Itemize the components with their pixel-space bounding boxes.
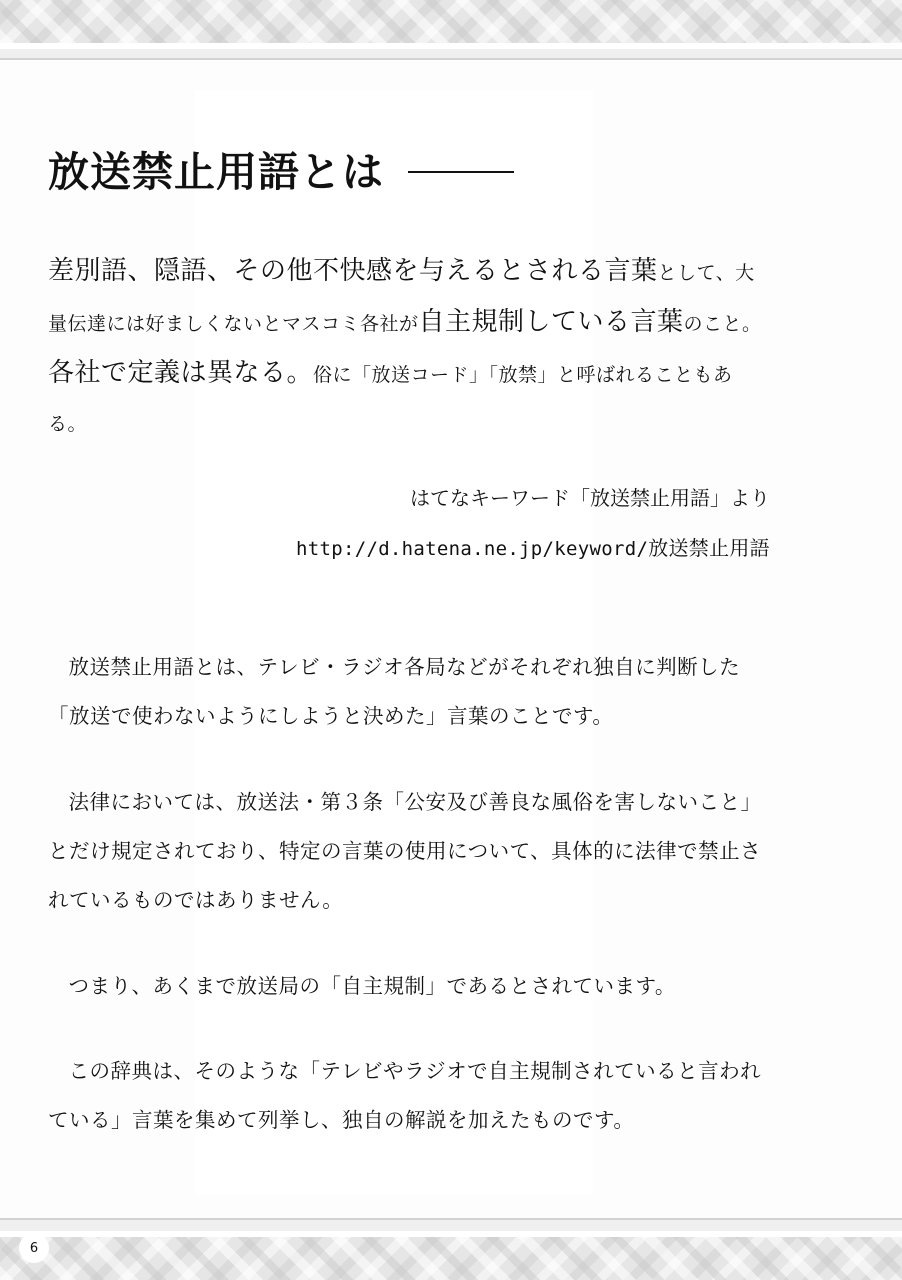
body-paragraph-text: 法律においては、放送法・第３条「公安及び善良な風俗を害しないこと」とだけ規定されており、特定の言葉の使用について、具体的に法律で禁止されているものではありません。 xyxy=(48,790,762,912)
body-paragraph-text: つまり、あくまで放送局の「自主規制」であるとされています。 xyxy=(68,974,676,998)
source-url xyxy=(48,532,770,561)
body-paragraph xyxy=(48,1047,770,1145)
page-title xyxy=(48,146,514,198)
definition-segment: 差別語、隠語、その他不快感を与えるとされる言葉 xyxy=(48,256,658,286)
body-paragraph xyxy=(48,643,770,741)
page-title-text: 放送禁止用語とは xyxy=(48,148,384,196)
title-dash-rule xyxy=(408,171,514,173)
source-citation: はてなキーワード「放送禁止用語」より xyxy=(410,486,770,510)
footer-gray-band xyxy=(0,1218,902,1231)
definition-segment: として、大量伝達には好ましくないとマスコミ各社が xyxy=(48,262,755,335)
definition-segment: 自主規制している言葉 xyxy=(418,307,684,337)
source-url-path: http://d.hatena.ne.jp/keyword/ xyxy=(296,538,649,560)
definition-segment: 各社で定義は異なる。 xyxy=(48,358,314,388)
body-paragraph-text: 放送禁止用語とは、テレビ・ラジオ各局などがそれぞれ独自に判断した「放送で使わないようにしようと決めた」言葉のことです。 xyxy=(48,655,741,728)
body-paragraph xyxy=(48,962,770,1011)
header-plaid-pattern xyxy=(0,0,902,43)
header-gray-band xyxy=(0,49,902,60)
source-url-keyword: 放送禁止用語 xyxy=(648,536,770,560)
definition-segment: 俗に「放送コード」「放禁」と呼ばれることもある。 xyxy=(48,364,733,435)
page-number-badge: 6 xyxy=(19,1233,49,1263)
definition-quote xyxy=(48,247,770,449)
body-paragraph xyxy=(48,778,770,925)
definition-segment: のこと。 xyxy=(683,313,762,335)
footer-plaid-pattern xyxy=(0,1237,902,1280)
body-paragraph-text: この辞典は、そのような「テレビやラジオで自主規制されていると言われている」言葉を集めて列挙し、独自の解説を加えたものです。 xyxy=(48,1059,762,1132)
